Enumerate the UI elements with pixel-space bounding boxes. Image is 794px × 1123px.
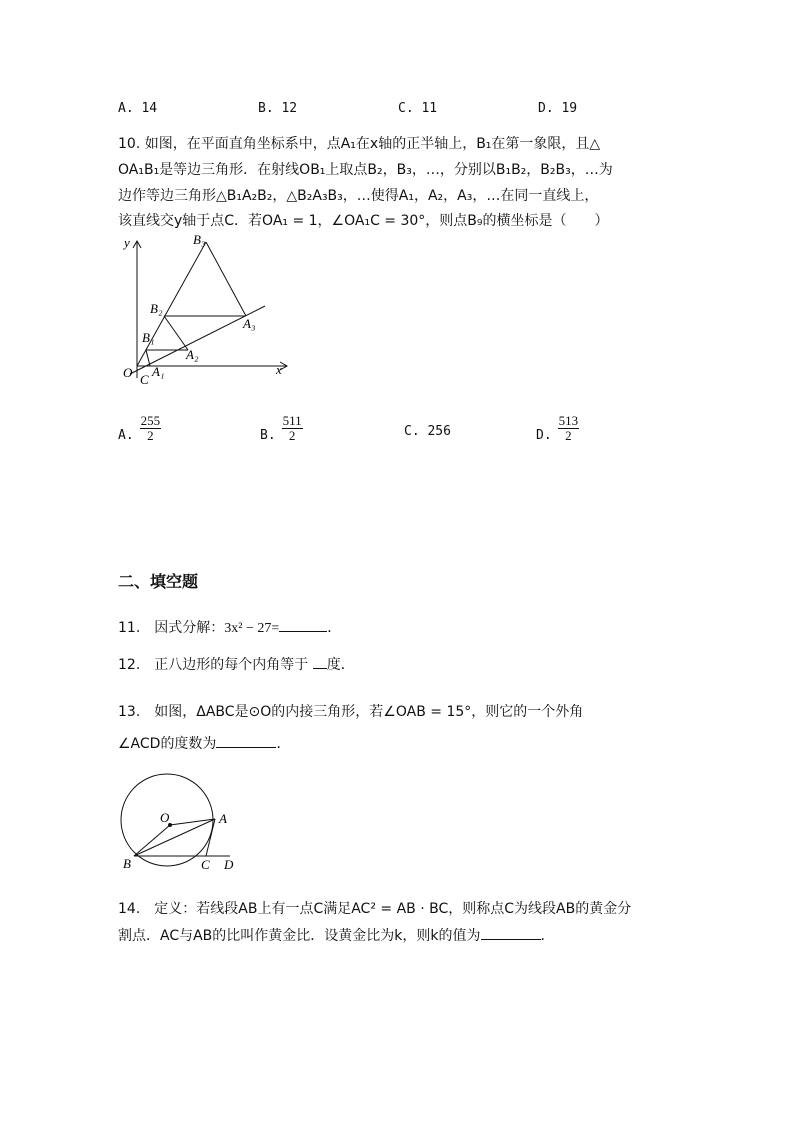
label-a1: A₁ xyxy=(152,364,165,379)
triangle-3-side xyxy=(206,242,246,316)
q10-option-b-fraction xyxy=(282,414,303,443)
q13-line-2-prefix: ∠ACD的度数为 xyxy=(118,736,217,752)
q10-option-a xyxy=(118,414,161,443)
label-o: O xyxy=(160,810,170,825)
label-a: A xyxy=(219,811,227,826)
q10-line-1: 10. 如图，在平面直角坐标系中，点A₁在x轴的正半轴上，B₁在第一象限，且△ xyxy=(118,136,601,152)
label-b3: B₃ xyxy=(193,232,206,247)
q10-option-c: C. 256 xyxy=(404,424,451,439)
q13-line-2-end: ． xyxy=(276,736,291,752)
label-a2: A₂ xyxy=(186,347,199,362)
q9-option-c: C. 11 xyxy=(398,101,438,116)
segment-ac xyxy=(206,819,215,856)
q11-end: ． xyxy=(327,620,342,636)
q13-line-1: 13. 如图，ΔABC是⊙O的内接三角形，若∠OAB = 15°，则它的一个外角 xyxy=(118,704,584,720)
q13-line-2 xyxy=(118,733,290,754)
q9-option-b: B. 12 xyxy=(258,101,298,116)
label-b1: B₁ xyxy=(142,330,155,345)
q14-line-2 xyxy=(118,925,555,946)
label-c: C xyxy=(201,857,210,872)
q14-line-2-end: ． xyxy=(540,928,555,944)
label-y: y xyxy=(124,235,130,250)
segment-bo xyxy=(134,825,170,856)
q10-figure xyxy=(110,228,300,388)
q9-option-a: A. 14 xyxy=(118,101,158,116)
q10-option-a-fraction xyxy=(140,414,162,443)
q12-answer-blank xyxy=(313,654,327,669)
q14-line-1: 14. 定义：若线段AB上有一点C满足AC² = AB · BC，则称点C为线段AB的黄金分 xyxy=(118,901,632,917)
q11-answer-blank xyxy=(279,617,327,632)
label-o: O xyxy=(123,365,133,380)
q12-end: 度． xyxy=(326,657,355,673)
q10-option-d-prefix: D. xyxy=(536,428,552,443)
q13-figure xyxy=(112,772,242,872)
q13-answer-blank xyxy=(216,733,276,748)
q11 xyxy=(118,617,341,639)
label-b: B xyxy=(123,856,131,871)
q10-option-a-prefix: A. xyxy=(118,428,134,443)
label-b2: B₂ xyxy=(150,301,163,316)
q10-option-b xyxy=(260,414,303,443)
label-c: C xyxy=(140,372,149,387)
q11-expression: 3x² − 27= xyxy=(224,621,280,636)
q10-line-2: OA₁B₁是等边三角形．在射线OB₁上取点B₂，B₃，…，分别以B₁B₂，B₂B₃，…为 xyxy=(118,162,613,178)
q10-option-d-numerator: 513 xyxy=(558,413,579,428)
q11-prefix: 11. 因式分解： xyxy=(118,620,225,636)
q10-option-a-denominator: 2 xyxy=(147,428,154,443)
section-2-title: 二、填空题 xyxy=(118,572,199,591)
label-x: x xyxy=(276,362,282,377)
label-a3: A₃ xyxy=(243,316,256,331)
triangle-1-side xyxy=(146,350,150,366)
q12 xyxy=(118,654,355,675)
q10-line-3: 边作等边三角形△B₁A₂B₂，△B₂A₃B₃，…使得A₁，A₂，A₃，…在同一直线上， xyxy=(118,188,599,204)
q10-option-d xyxy=(536,414,579,443)
q10-option-b-prefix: B. xyxy=(260,428,276,443)
q10-option-d-denominator: 2 xyxy=(565,428,572,443)
q10-option-d-fraction xyxy=(558,414,580,443)
q12-text: 12. 正八边形的每个内角等于 xyxy=(118,657,313,673)
q10-option-b-numerator: 511 xyxy=(282,413,302,428)
q14-line-2-prefix: 割点．AC与AB的比叫作黄金比．设黄金比为k，则k的值为 xyxy=(118,928,481,944)
q9-option-d: D. 19 xyxy=(538,101,578,116)
triangle-2-side xyxy=(164,316,188,350)
q10-line-4: 该直线交y轴于点C．若OA₁ = 1，∠OA₁C = 30°，则点B₉的横坐标是（ ） xyxy=(118,213,609,229)
q10-option-a-numerator: 255 xyxy=(140,413,161,428)
label-d: D xyxy=(224,857,234,872)
q10-option-b-denominator: 2 xyxy=(288,428,296,443)
q14-answer-blank xyxy=(481,925,541,940)
